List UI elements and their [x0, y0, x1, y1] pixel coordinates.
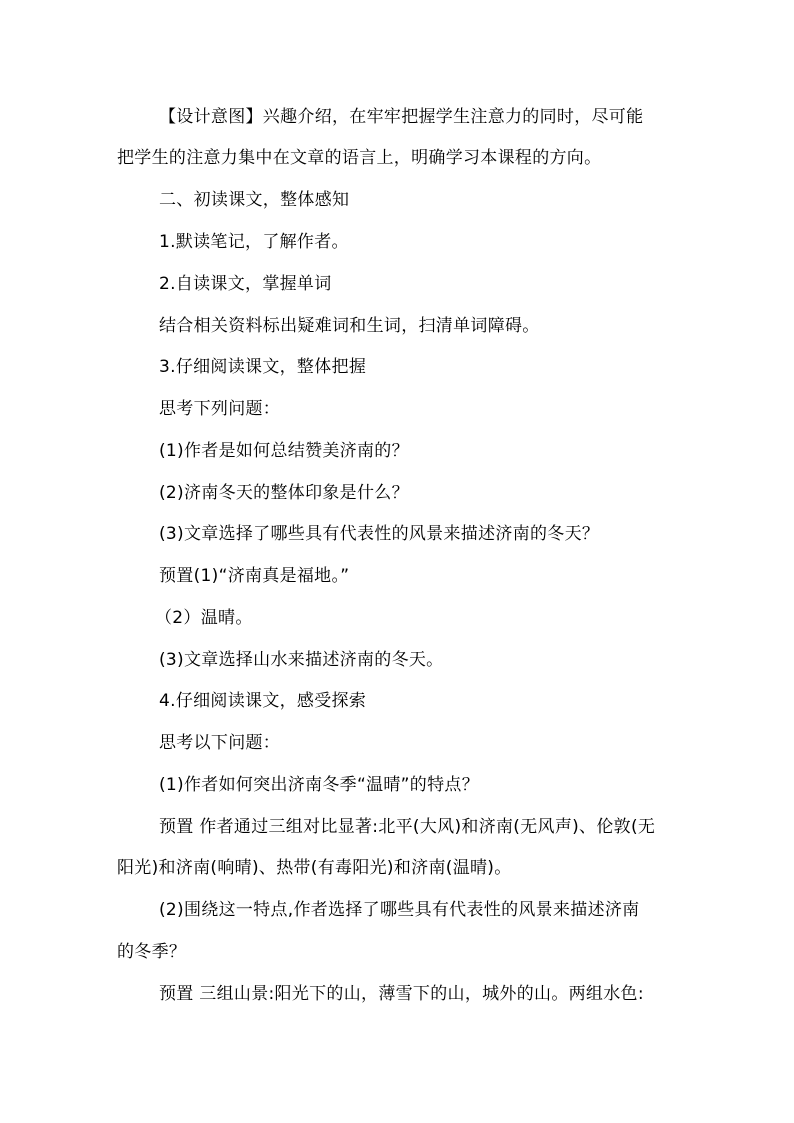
question-3: (3)文章选择了哪些具有代表性的风景来描述济南的冬天？	[159, 524, 600, 544]
answer-2: （2）温晴。	[155, 608, 253, 628]
question-4-2-line-2: 的冬季？	[117, 942, 187, 962]
answer-3: (3)文章选择山水来描述济南的冬天。	[159, 650, 444, 670]
answer-4-2-line-1: 预置 三组山景:阳光下的山，薄雪下的山，城外的山。两组水色:	[159, 984, 644, 1004]
questions-intro-1: 思考下列问题：	[159, 399, 281, 419]
answer-4-1-line-2: 阳光)和济南(响晴)、热带(有毒阳光)和济南(温晴)。	[117, 858, 512, 878]
step-1: 1.默读笔记，了解作者。	[159, 232, 349, 252]
answer-4-1-line-1: 预置 作者通过三组对比显著:北平(大风)和济南(无风声)、伦敦(无	[159, 817, 656, 837]
design-intent-line-2: 把学生的注意力集中在文章的语言上，明确学习本课程的方向。	[117, 148, 602, 168]
question-4-2-line-1: (2)围绕这一特点,作者选择了哪些具有代表性的风景来描述济南	[159, 900, 640, 920]
question-4-1: (1)作者如何突出济南冬季“温晴”的特点？	[159, 775, 479, 795]
question-1: (1)作者是如何总结赞美济南的？	[159, 441, 409, 461]
step-2: 2.自读课文，掌握单词	[159, 274, 332, 294]
step-3: 3.仔细阅读课文，整体把握	[159, 357, 367, 377]
answer-1: 预置(1)“济南真是福地。”	[159, 566, 350, 586]
design-intent-line-1: 【设计意图】兴趣介绍，在牢牢把握学生注意力的同时，尽可能	[159, 107, 644, 127]
questions-intro-2: 思考以下问题：	[159, 733, 281, 753]
question-2: (2)济南冬天的整体印象是什么？	[159, 483, 409, 503]
step-2-detail: 结合相关资料标出疑难词和生词，扫清单词障碍。	[159, 316, 540, 336]
step-4: 4.仔细阅读课文，感受探索	[159, 691, 367, 711]
section-heading: 二、初读课文，整体感知	[159, 190, 350, 210]
